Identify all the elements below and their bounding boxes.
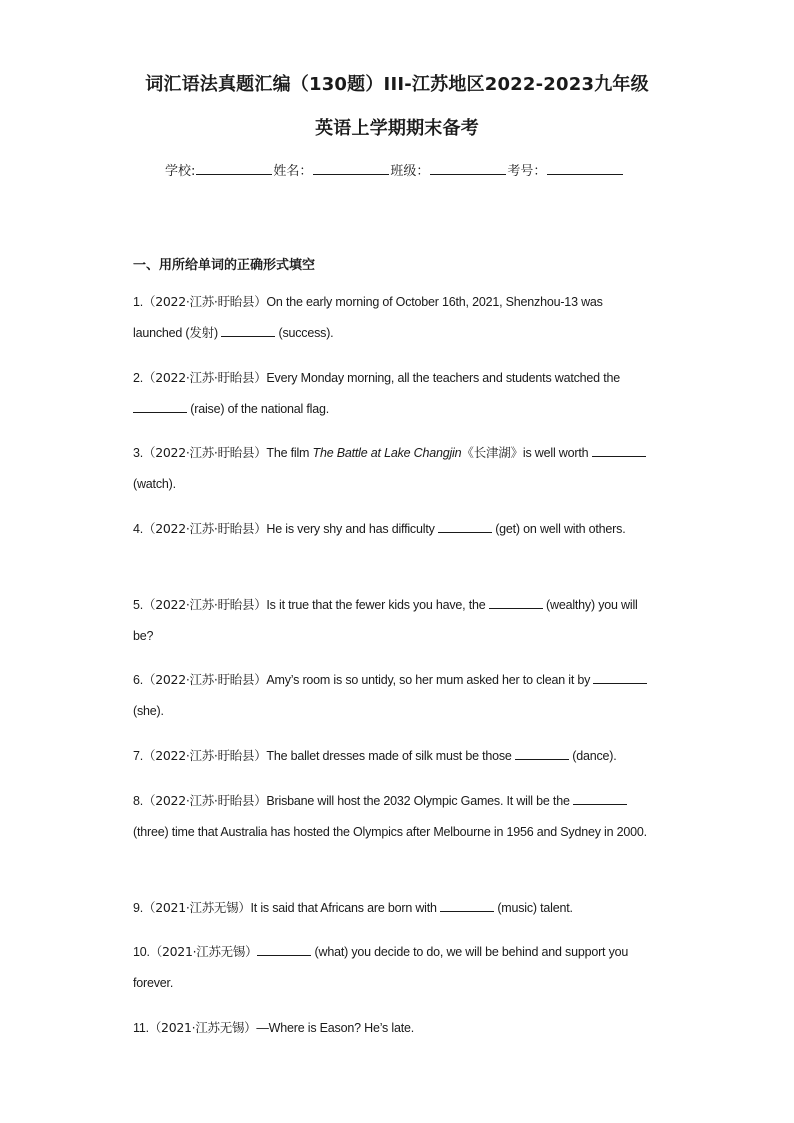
answer-blank[interactable] [440,900,494,912]
question-8 [133,785,653,848]
question-hint: (three) time that Australia has hosted the Olympics after Melbourne in 1956 and Sydney in 2000. [133,825,647,839]
question-source: （2022·江苏·盱眙县） [143,748,267,763]
question-source: （2021·江苏无锡） [148,1020,257,1035]
answer-blank[interactable] [489,597,543,609]
question-source: （2022·江苏·盱眙县） [143,521,267,536]
question-text: The film [266,446,313,460]
question-source: （2022·江苏·盱眙县） [143,294,267,309]
question-text: It is said that Africans are born with [250,901,441,915]
question-hint: (what) you decide to do, we will be behind and support you forever. [133,945,629,990]
question-9 [133,892,653,924]
question-hint: (she). [133,704,164,718]
question-hint: (wealthy) you will be? [133,598,638,643]
name-label: 姓名： [273,164,313,179]
question-hint: (success). [275,326,334,340]
answer-blank[interactable] [438,521,492,533]
question-text: Every Monday morning, all the teachers and students watched the [266,371,620,385]
answer-blank[interactable] [221,325,275,337]
class-blank[interactable] [430,162,506,175]
question-hint: (raise) of the national flag. [187,402,329,416]
name-blank[interactable] [313,162,389,175]
question-text: The ballet dresses made of silk must be those [266,749,515,763]
question-5 [133,589,653,652]
question-source: （2022·江苏·盱眙县） [143,793,267,808]
question-number: 7. [133,749,144,763]
question-text: Amy’s room is so untidy, so her mum asked her to clean it by [266,673,594,687]
question-source: （2022·江苏·盱眙县） [143,597,267,612]
question-number: 6. [133,673,144,687]
question-source: （2022·江苏·盱眙县） [143,370,267,385]
question-text-continued: is well worth [522,446,592,460]
exam-no-blank[interactable] [547,162,623,175]
question-source: （2021·江苏无锡） [143,900,251,915]
question-source: （2022·江苏·盱眙县） [143,445,267,460]
question-text: —Where is Eason? He’s late. [256,1021,414,1035]
film-title: The Battle at Lake Changjin [312,446,462,460]
question-number: 8. [133,794,144,808]
question-4 [133,513,653,545]
question-2 [133,362,653,425]
question-hint: (dance). [568,749,617,763]
question-hint: (watch). [133,477,176,491]
answer-blank[interactable] [515,748,569,760]
answer-blank[interactable] [592,445,646,457]
question-11 [133,1012,653,1044]
question-source: （2021·江苏无锡） [149,944,258,959]
answer-blank[interactable] [257,944,311,956]
question-hint: (music) talent. [494,901,573,915]
question-10 [133,936,653,999]
question-number: 3. [133,446,144,460]
document-title-line1: 词汇语法真题汇编（130题）III-江苏地区2022-2023九年级 [145,74,649,95]
question-number: 5. [133,598,144,612]
question-hint: (get) on well with others. [491,522,626,536]
question-6 [133,664,653,727]
question-text: Is it true that the fewer kids you have, the [266,598,489,612]
school-label: 学校: [165,164,196,179]
school-blank[interactable] [196,162,272,175]
document-title-line2: 英语上学期期末备考 [315,118,479,139]
section-heading: 一、用所给单词的正确形式填空 [133,258,316,273]
question-7 [133,740,653,772]
question-number: 4. [133,522,144,536]
answer-blank[interactable] [593,672,647,684]
question-text: On the early morning of October 16th, 2021, Shenzhou-13 was launched (发射) [133,295,603,340]
question-1 [133,286,653,349]
question-source: （2022·江苏·盱眙县） [143,672,267,687]
answer-blank[interactable] [573,793,627,805]
question-number: 9. [133,901,144,915]
question-number: 2. [133,371,144,385]
question-text: Brisbane will host the 2032 Olympic Games. It will be the [266,794,573,808]
exam-no-label: 考号： [507,164,547,179]
question-number: 10. [133,945,150,959]
answer-blank[interactable] [133,401,187,413]
question-3 [133,437,653,500]
question-number: 1. [133,295,144,309]
question-text: He is very shy and has difficulty [266,522,438,536]
question-number: 11. [133,1021,149,1035]
class-label: 班级： [390,164,430,179]
student-info-row [165,160,624,179]
film-title-chinese: 《长津湖》 [461,445,523,460]
